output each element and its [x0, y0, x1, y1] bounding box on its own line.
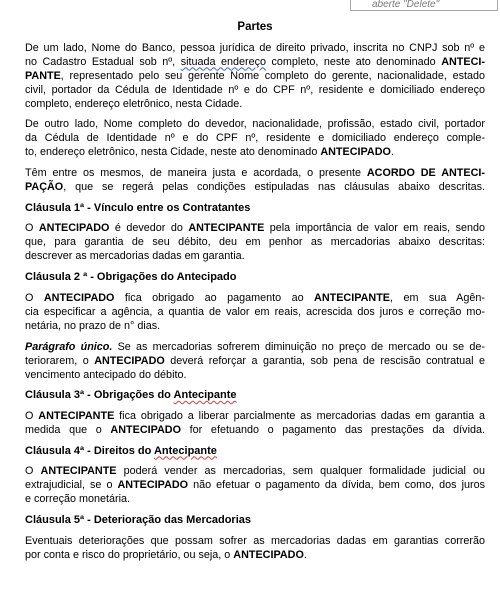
paragraph-line	[25, 368, 485, 382]
spelling-flagged-word: Antecipante	[153, 444, 217, 457]
party-term: ANTECIPADO	[320, 146, 391, 159]
party-term: ANTECIPANTE	[40, 465, 117, 478]
agreement-paragraph	[25, 166, 485, 194]
clause-paragraph	[25, 221, 485, 263]
text-run: fica obrigado ao pagamento ao	[114, 291, 315, 304]
paragraph-line	[25, 180, 485, 194]
clause	[25, 270, 485, 381]
paragraph-line	[25, 117, 485, 131]
text-run: , representado pelo seu gerente Nome completo do gerente, nacionalidade, estado	[60, 69, 485, 82]
party-paragraph	[25, 41, 485, 111]
text-run: cia especificar a agência, a quantia de valor em reais, acrescida dos juros e correção mo-	[25, 305, 485, 318]
paragraph-line	[25, 145, 485, 159]
text-run: teriorarem, o	[25, 354, 95, 367]
paragraph-line	[25, 423, 485, 437]
text-run: e correção monetária.	[25, 493, 131, 506]
paragraph-line	[25, 548, 485, 562]
text-run: completo, neste ato denominado	[266, 55, 442, 68]
text-run: O	[25, 465, 41, 478]
text-run: for efetuando o pagamento das prestações da dívida.	[181, 423, 485, 436]
text-run: De um lado, Nome do Banco, pessoa jurídica de direito privado, inscrita no CNPJ sob nº e	[25, 41, 485, 54]
paragraph-line	[25, 97, 485, 111]
clause-paragraph	[25, 464, 485, 506]
party-term: PANTE	[25, 69, 61, 82]
text-run: não efetuar o pagamento da dívida, bem como, dos juros	[188, 479, 485, 492]
clause	[25, 513, 485, 562]
text-run: .	[390, 146, 394, 159]
section-title: Partes	[237, 21, 273, 33]
paragraph-line	[25, 492, 485, 506]
text-run: fica obrigado a liberar parcialmente as mercadorias dadas em garantia a	[114, 409, 485, 422]
text-run: , em sua Agên-	[390, 291, 485, 304]
text-run: que, para garantia de seu débito, deu em penhor as mercadorias abaixo descritas:	[25, 236, 485, 249]
text-run: De outro lado, Nome completo do devedor, nacionalidade, profissão, estado civil, portador	[25, 118, 485, 131]
clause-heading-text: Cláusula 5ª - Deterioração das Mercadorias	[25, 513, 251, 526]
party-paragraph	[25, 117, 485, 159]
clause-paragraph	[25, 340, 485, 382]
clause-heading-text: Cláusula 3ª - Obrigações do	[25, 389, 174, 402]
status-hint-box	[350, 0, 498, 11]
party-term: ANTECIPADO	[43, 291, 115, 304]
text-run: no Cadastro Estadual sob nº,	[25, 55, 181, 68]
paragraph-line	[25, 166, 485, 180]
document-page[interactable]	[25, 20, 485, 568]
paragraph-line	[25, 249, 485, 263]
text-run: da Cédula de Identidade nº e do CPF nº, residente e domiciliado endereço comple-	[25, 132, 485, 145]
paragraph-line	[25, 409, 485, 423]
clause-paragraph	[25, 409, 485, 437]
party-term: ANTECIPADO	[94, 354, 165, 367]
text-run: pela importância de valor em reais, sendo	[264, 222, 485, 235]
clause-heading-text: Cláusula 4ª - Direitos do	[25, 444, 154, 457]
text-run: to, endereço eletrônico, nesta Cidade, neste ato denominado	[25, 146, 321, 159]
text-run: medida que o	[25, 423, 111, 436]
paragraph-line	[25, 464, 485, 478]
text-run: por conta e risco do proprietário, ou seja, o	[25, 548, 234, 561]
party-term: ANTECIPANTE	[188, 222, 265, 235]
text-run: O	[25, 291, 44, 304]
grammar-flagged-text: situada endereço	[180, 55, 267, 68]
party-term: ANTECI-	[441, 55, 485, 68]
paragraph-line	[25, 534, 485, 548]
paragraph-line	[25, 319, 485, 333]
paragraph-line	[25, 69, 485, 83]
paragraph-line	[25, 235, 485, 249]
text-run: extrajudicial, se o	[25, 479, 118, 492]
text-run: civil, portador da Cédula de Identidade nº e do CPF nº, residente e domiciliado endereço	[25, 83, 485, 96]
status-hint-text: aberte "Delete"	[372, 0, 440, 10]
paragraph-line	[25, 131, 485, 145]
clause-heading	[25, 270, 485, 284]
party-term: ANTECIPADO	[117, 479, 189, 492]
text-run: deverá reforçar a garantia, sob pena de rescisão contratual e	[164, 354, 485, 367]
paragraph-line	[25, 41, 485, 55]
clause-heading	[25, 513, 485, 527]
paragraph-line	[25, 55, 485, 69]
text-run: vencimento antecipado do débito.	[25, 368, 187, 381]
clause-paragraph	[25, 534, 485, 562]
text-run: O	[25, 222, 39, 235]
paragraph-line	[25, 291, 485, 305]
text-run: netária, no prazo de n° dias.	[25, 319, 161, 332]
agreement-term: PAÇÃO	[25, 181, 64, 194]
paragraph-line	[25, 478, 485, 492]
party-term: ANTECIPANTE	[38, 409, 115, 422]
spelling-flagged-word: Antecipante	[173, 389, 237, 402]
paragraph-line	[25, 221, 485, 235]
clause-heading-text: Cláusula 2 ª - Obrigações do Antecipado	[25, 271, 237, 284]
text-run: descrever as mercadorias dadas em garantia.	[25, 250, 245, 263]
clause-heading	[25, 388, 485, 402]
clause-heading	[25, 201, 485, 215]
text-run: Têm entre os mesmos, de maneira justa e acordada, o presente	[25, 167, 367, 180]
text-run: Se as mercadorias sofrerem diminuição no preço de mercado ou se de-	[112, 340, 485, 353]
party-term: ANTECIPANTE	[314, 291, 391, 304]
paragraph-line	[25, 354, 485, 368]
text-run: O	[25, 409, 39, 422]
agreement-term: ACORDO DE ANTECI-	[366, 167, 485, 180]
party-term: ANTECIPADO	[233, 548, 304, 561]
text-run: é devedor do	[109, 222, 189, 235]
paragraph-line	[25, 83, 485, 97]
party-term: ANTECIPADO	[110, 423, 182, 436]
party-term: ANTECIPADO	[38, 222, 110, 235]
clause-heading	[25, 444, 485, 458]
text-run: completo, endereço eletrônico, nesta Cidade.	[25, 97, 243, 110]
clause-paragraph	[25, 291, 485, 333]
paragraph-line	[25, 305, 485, 319]
clause	[25, 388, 485, 437]
clause	[25, 201, 485, 264]
paragraph-line	[25, 340, 485, 354]
text-run: , que se regerá pelas condições estipuladas nas cláusulas abaixo descritas.	[63, 181, 485, 194]
text-run: .	[303, 548, 307, 561]
clause	[25, 444, 485, 507]
text-run: Eventuais deteriorações que possam sofrer as mercadorias dadas em garantias correrão	[25, 534, 485, 547]
paragraph-label: Parágrafo único.	[25, 340, 113, 353]
clause-heading-text: Cláusula 1ª - Vínculo entre os Contratantes	[25, 201, 251, 214]
text-run: poderá vender as mercadorias, sem qualquer formalidade judicial ou	[116, 465, 485, 478]
